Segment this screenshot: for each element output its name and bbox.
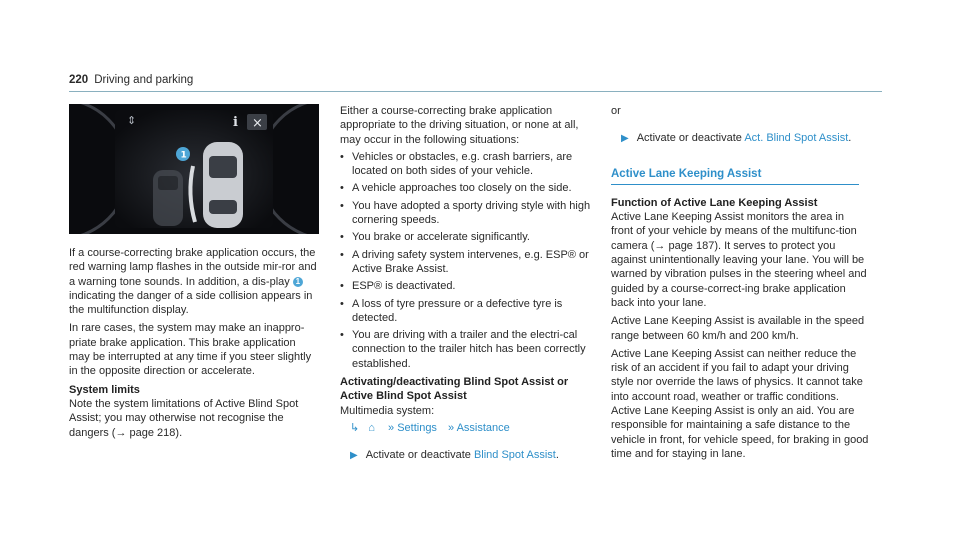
home-icon: ⌂ <box>368 421 375 434</box>
list-item: • A vehicle approaches too closely on the side. <box>340 181 592 195</box>
list-item: • You have adopted a sporty driving style with high cornering speeds. <box>340 199 592 228</box>
double-chevron-icon: » <box>448 421 455 434</box>
action-step: ▶ Activate or deactivate Blind Spot Assist. <box>350 449 559 462</box>
intro-paragraph: Either a course-correcting brake application appropriate to the driving situation, or none at all, may occur in the following situations: <box>340 105 579 146</box>
menu-path <box>340 421 592 435</box>
paragraph-function: Active Lane Keeping Assist monitors the area in front of your vehicle by means of the multifunc-tion camera (→ page 187). It serves to protect you against unintentionally leaving your lane. You will be warned by vibration pulses in the steering wheel and guided by a course-correct-ing brake application back into your lane. <box>611 211 867 309</box>
paragraph-limits: Note the system limitations of Active Blind Spot Assist; you may otherwise not recognise the dangers (→ page 218). <box>69 397 299 439</box>
own-vehicle-icon <box>203 142 243 228</box>
callout-1-icon: 1 <box>293 277 303 287</box>
blind-spot-assist-link: Blind Spot Assist <box>473 449 556 462</box>
list-item: • A loss of tyre pressure or a defective tyre is detected. <box>340 297 592 326</box>
cluster-illustration <box>69 104 319 234</box>
list-item: • ESP® is deactivated. <box>340 279 592 293</box>
system-limits-heading: System limits <box>69 383 140 396</box>
section-title: Driving and parking <box>94 74 194 86</box>
paragraph-warning: If a course-correcting brake application occurs, the red warning lamp flashes in the outside mir-ror and a warning tone sounds. In addition, a dis-play 1 indicating the danger of a side collision appears in the multifunction display. <box>69 247 317 317</box>
chevron-up-down-icon: ⇕ <box>127 114 137 127</box>
svg-text:1: 1 <box>180 150 187 161</box>
path-settings: Settings <box>397 421 437 434</box>
info-icon: i <box>233 115 238 130</box>
page-number: 220 <box>69 74 89 86</box>
section-heading: Active Lane Keeping Assist <box>611 167 859 185</box>
page-header <box>69 74 193 86</box>
paragraph-speed-range: Active Lane Keeping Assist is available in the speed range between 60 km/h and 200 km/h. <box>611 315 865 342</box>
multimedia-label: Multimedia system: <box>340 404 435 417</box>
action-arrow-icon: ▶ <box>350 450 358 462</box>
column-2 <box>340 104 592 464</box>
other-vehicle-icon <box>153 170 183 226</box>
column-3 <box>611 104 869 461</box>
or-text: or <box>611 105 621 117</box>
column-1 <box>69 104 319 440</box>
close-icon: × <box>252 116 263 131</box>
list-item: • A driving safety system intervenes, e.g. ESP® or Active Brake Assist. <box>340 248 592 277</box>
paragraph-rare-cases: In rare cases, the system may make an inappro-priate brake application. This brake application may be interrupted at any time if you steer slightly in the opposite direction or accelerate. <box>69 322 312 378</box>
action-step: ▶ Activate or deactivate Act. Blind Spot Assist. <box>621 132 852 145</box>
action-arrow-icon: ▶ <box>621 133 629 145</box>
return-arrow-icon: ↳ <box>350 421 360 434</box>
path-assistance: Assistance <box>456 421 510 434</box>
paragraph-limitations: Active Lane Keeping Assist can neither reduce the risk of an accident if you fail to adapt your driving style nor override the laws of physics. It cannot take into account road, weather or traffic conditions. Active Lane Keeping Assist is only an aid. You are responsible for maintaining a safe distance to the vehicle in front, for vehicle speed, for braking in good time and for staying in lane. <box>611 347 869 460</box>
header-rule <box>69 91 882 92</box>
activation-heading: Activating/deactivating Blind Spot Assist or Active Blind Spot Assist <box>340 376 569 403</box>
function-heading: Function of Active Lane Keeping Assist <box>611 196 818 209</box>
instrument-cluster-figure <box>69 104 319 234</box>
active-blind-spot-assist-link: Act. Blind Spot Assist <box>744 132 849 145</box>
double-chevron-icon: » <box>388 421 395 434</box>
list-item: • You brake or accelerate significantly. <box>340 230 592 244</box>
list-item: • Vehicles or obstacles, e.g. crash barriers, are located on both sides of your vehicle. <box>340 150 592 179</box>
list-item: • You are driving with a trailer and the electri-cal connection to the trailer hitch has been correctly established. <box>340 328 592 371</box>
